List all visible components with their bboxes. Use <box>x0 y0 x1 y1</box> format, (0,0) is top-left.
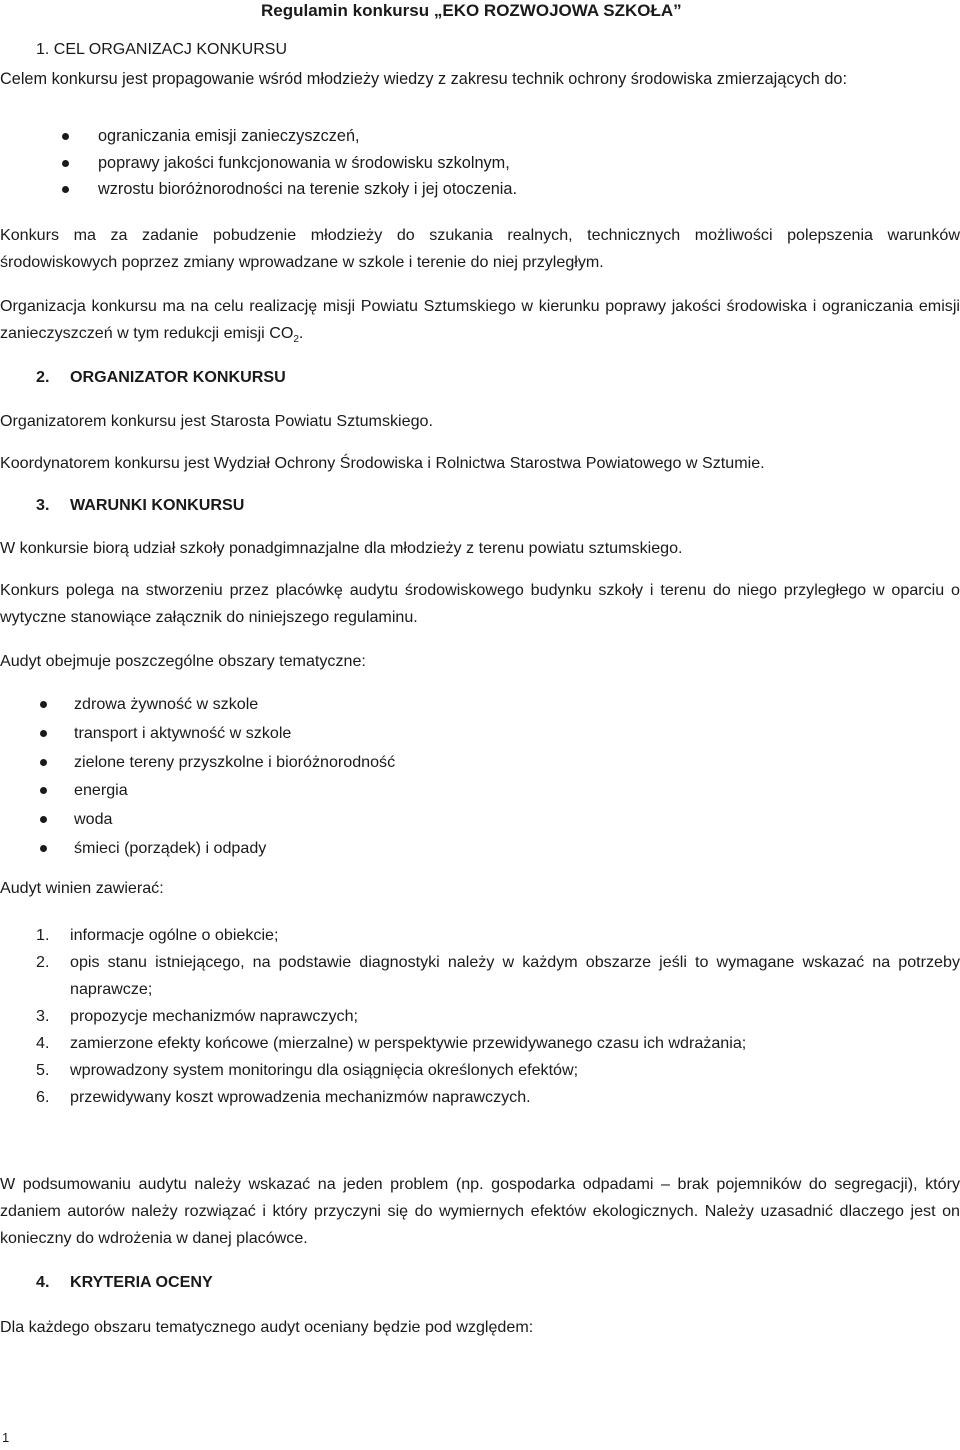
bullet-icon <box>40 730 47 737</box>
list-item: 4. zamierzone efekty końcowe (mierzalne) w perspektywie przewidywanego czasu ich wdrażania; <box>36 1034 747 1052</box>
bullet-icon <box>40 845 47 852</box>
areas-list <box>0 690 960 863</box>
list-item: śmieci (porządek) i odpady <box>0 834 960 863</box>
list-item: wzrostu bioróżnorodności na terenie szkoły i jej otoczenia. <box>0 176 960 203</box>
bullet-icon <box>62 160 69 167</box>
page-number: 1 <box>2 1430 10 1445</box>
list-item: 6. przewidywany koszt wprowadzenia mechanizmów naprawczych. <box>36 1088 531 1106</box>
list-item: zielone tereny przyszkolne i bioróżnorodność <box>0 748 960 777</box>
list-item: poprawy jakości funkcjonowania w środowisku szkolnym, <box>0 150 960 177</box>
section-1-heading: 1. CEL ORGANIZACJ KONKURSU <box>36 41 288 58</box>
section-2-paragraph-1: Organizatorem konkursu jest Starosta Powiatu Sztumskiego. <box>0 412 433 430</box>
list-item: zdrowa żywność w szkole <box>0 690 960 719</box>
section-1-paragraph-1: Konkurs ma za zadanie pobudzenie młodzieży do szukania realnych, technicznych możliwości polepszenia warunków środowiskowych poprzez zmiany wprowadzane w szkole i terenie do niej przyległym. <box>0 226 960 271</box>
list-item: ograniczania emisji zanieczyszczeń, <box>0 123 960 150</box>
list-item: woda <box>0 805 960 834</box>
summary-paragraph: W podsumowaniu audytu należy wskazać na jeden problem (np. gospodarka odpadami – brak pojemników do segregacji), który zdaniem autorów należy rozwiązać i który przyczyni się do wymiernych efektów ekologicznych. Należy uzasadnić dlaczego jest on konieczny do wdrożenia w danej placówce. <box>0 1175 960 1247</box>
bullet-icon <box>40 816 47 823</box>
list-item: 2. opis stanu istniejącego, na podstawie diagnostyki należy w każdym obszarze jeśli to wymagane wskazać na potrzeby naprawcze; <box>36 953 960 998</box>
areas-intro: Audyt obejmuje poszczególne obszary tematyczne: <box>0 652 366 670</box>
bullet-icon <box>62 186 69 193</box>
section-3-heading: 3. WARUNKI KONKURSU <box>36 496 245 514</box>
section-3-paragraph-2: Konkurs polega na stworzeniu przez placówkę audytu środowiskowego budynku szkoły i terenu do niego przyległego w oparciu o wytyczne stanowiące załącznik do niniejszego regulaminu. <box>0 581 960 626</box>
section-4-paragraph-1: Dla każdego obszaru tematycznego audyt oceniany będzie pod względem: <box>0 1318 534 1336</box>
section-2-paragraph-2: Koordynatorem konkursu jest Wydział Ochrony Środowiska i Rolnictwa Starostwa Powiatowego w Sztumie. <box>0 454 765 472</box>
list-item: energia <box>0 776 960 805</box>
bullet-icon <box>40 759 47 766</box>
list-item: 3. propozycje mechanizmów naprawczych; <box>36 1007 359 1025</box>
list-item: 1. informacje ogólne o obiekcie; <box>36 926 279 944</box>
list-item: transport i aktywność w szkole <box>0 719 960 748</box>
bullet-icon <box>62 133 69 140</box>
document-title: Regulamin konkursu „EKO ROZWOJOWA SZKOŁA” <box>261 1 682 20</box>
section-1-intro: Celem konkursu jest propagowanie wśród młodzieży wiedzy z zakresu technik ochrony środowiska zmierzających do: <box>0 70 847 88</box>
list-item: 5. wprowadzony system monitoringu dla osiągnięcia określonych efektów; <box>36 1061 579 1079</box>
contents-intro: Audyt winien zawierać: <box>0 879 164 897</box>
section-1-paragraph-2: Organizacja konkursu ma na celu realizację misji Powiatu Sztumskiego w kierunku poprawy jakości środowiska i ograniczania emisji zanieczyszczeń w tym redukcji emisji $CO_2$. <box>0 297 960 346</box>
section-4-heading: 4. KRYTERIA OCENY <box>36 1273 213 1291</box>
bullet-icon <box>40 701 47 708</box>
section-3-paragraph-1: W konkursie biorą udział szkoły ponadgimnazjalne dla młodzieży z terenu powiatu sztumskiego. <box>0 539 683 557</box>
contents-list <box>0 922 960 1111</box>
section-2-heading: 2. ORGANIZATOR KONKURSU <box>36 368 286 386</box>
bullet-icon <box>40 787 47 794</box>
section-1-bullet-list <box>0 123 960 203</box>
